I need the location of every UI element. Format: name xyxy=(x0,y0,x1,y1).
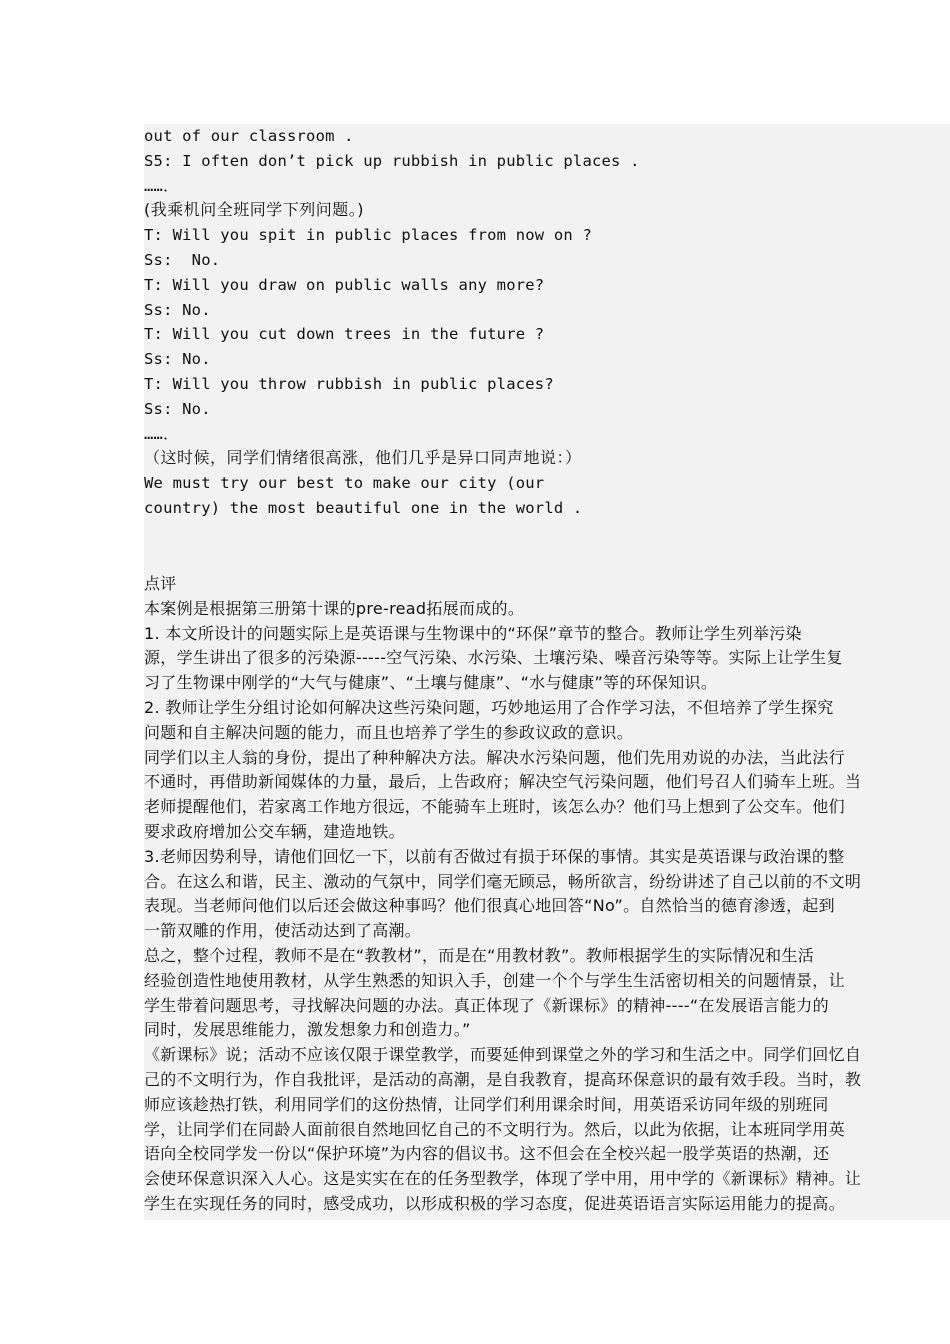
dialogue-line: Ss: No. xyxy=(144,250,221,269)
dialogue-line: Ss: No. xyxy=(144,350,211,369)
review-line: 经验创造性地使用教材，从学生熟悉的知识入手，创建一个个与学生生活密切相关的问题情景，让 xyxy=(144,970,845,990)
classroom-dialogue xyxy=(144,124,950,521)
dialogue-line: T: Will you throw rubbish in public places? xyxy=(144,374,554,393)
dialogue-line: T: Will you draw on public walls any more? xyxy=(144,275,545,294)
review-line: 问题和自主解决问题的能力，而且也培养了学生的参政议政的意识。 xyxy=(144,722,634,742)
review-line: 一箭双雕的作用，使活动达到了高潮。 xyxy=(144,921,422,941)
review-line: 语向全校同学发一份以“保护环境”为内容的倡议书。这不但会在全校兴起一股学英语的热潮，还 xyxy=(144,1144,830,1164)
dialogue-line: out of our classroom . xyxy=(144,127,354,145)
review-line: 1. 本文所设计的问题实际上是英语课与生物课中的“环保”章节的整合。教师让学生列举污染 xyxy=(144,623,802,643)
dialogue-line: country) the most beautiful one in the world . xyxy=(144,498,583,517)
dialogue-line: Ss: No. xyxy=(144,300,211,319)
review-line: 合。在这么和谐，民主、激动的气氛中，同学们毫无顾忌，畅所欲言，纷纷讲述了自己以前的不文明 xyxy=(144,871,862,891)
review-line: 源，学生讲出了很多的污染源-----空气污染、水污染、土壤污染、噪音污染等等。实际上让学生复 xyxy=(144,648,843,668)
review-line: 本案例是根据第三册第十课的pre-read拓展而成的。 xyxy=(144,598,525,618)
review-line: 己的不文明行为，作自我批评，是活动的高潮，是自我教育，提高环保意识的最有效手段。当时，教 xyxy=(144,1069,862,1089)
dialogue-ellipsis: ……． xyxy=(144,424,179,443)
review-line: 习了生物课中刚学的“大气与健康”、“土壤与健康”、“水与健康”等的环保知识。 xyxy=(144,673,718,693)
review-line: 表现。当老师问他们以后还会做这种事吗？他们很真心地回答“No”。自然恰当的德育渗透，起到 xyxy=(144,896,835,916)
dialogue-line: We must try our best to make our city (our xyxy=(144,474,545,493)
dialogue-line: S5: I often don’t pick up rubbish in public places . xyxy=(144,151,640,170)
review-line: 3.老师因势利导，请他们回忆一下，以前有否做过有损于环保的事情。其实是英语课与政治课的整 xyxy=(144,846,845,866)
review-line: 学生在实现任务的同时，感受成功，以形成积极的学习态度，促进英语语言实际运用能力的提高。 xyxy=(144,1193,845,1213)
review-line: 老师提醒他们，若家离工作地方很远，不能骑车上班时，该怎么办？他们马上想到了公交车。他们 xyxy=(144,797,845,817)
dialogue-note: (我乘机问全班同学下列问题。) xyxy=(144,200,364,220)
dialogue-line: Ss: No. xyxy=(144,399,211,418)
dialogue-line: T: Will you spit in public places from now on ? xyxy=(144,226,592,245)
review-line: 师应该趁热打铁，利用同学们的这份热情，让同学们利用课余时间，用英语采访同年级的别班同 xyxy=(144,1094,829,1114)
review-line: 要求政府增加公交车辆，建造地铁。 xyxy=(144,821,405,841)
dialogue-line: T: Will you cut down trees in the future ? xyxy=(144,325,545,344)
review-line: 学生带着问题思考，寻找解决问题的办法。真正体现了《新课标》的精神----“在发展语言能力的 xyxy=(144,995,829,1015)
review-line: 同学们以主人翁的身份，提出了种种解决方法。解决水污染问题，他们先用劝说的办法，当此法行 xyxy=(144,747,845,767)
review-heading: 点评 xyxy=(144,574,177,593)
review-line: 同时，发展思维能力，激发想象力和创造力。” xyxy=(144,1020,471,1040)
review-section xyxy=(144,572,950,1217)
review-line: 2. 教师让学生分组讨论如何解决这些污染问题，巧妙地运用了合作学习法，不但培养了学生探究 xyxy=(144,697,834,717)
review-line: 学，让同学们在同龄人面前很自然地回忆自己的不文明行为。然后，以此为依据，让本班同学用英 xyxy=(144,1119,845,1139)
review-line: 总之，整个过程，教师不是在“教教材”，而是在“用教材教”。教师根据学生的实际情况和生活 xyxy=(144,945,815,965)
dialogue-note: （这时候，同学们情绪很高涨，他们几乎是异口同声地说：） xyxy=(144,448,582,468)
review-line: 不通时，再借助新闻媒体的力量，最后，上告政府；解决空气污染问题，他们号召人们骑车上班。当 xyxy=(144,772,862,792)
review-line: 会使环保意识深入人心。这是实实在在的任务型教学，体现了学中用，用中学的《新课标》精神。让 xyxy=(144,1169,862,1189)
dialogue-ellipsis: ……． xyxy=(144,176,179,195)
review-line: 《新课标》说；活动不应该仅限于课堂教学，而要延伸到课堂之外的学习和生活之中。同学们回忆自 xyxy=(144,1045,862,1065)
